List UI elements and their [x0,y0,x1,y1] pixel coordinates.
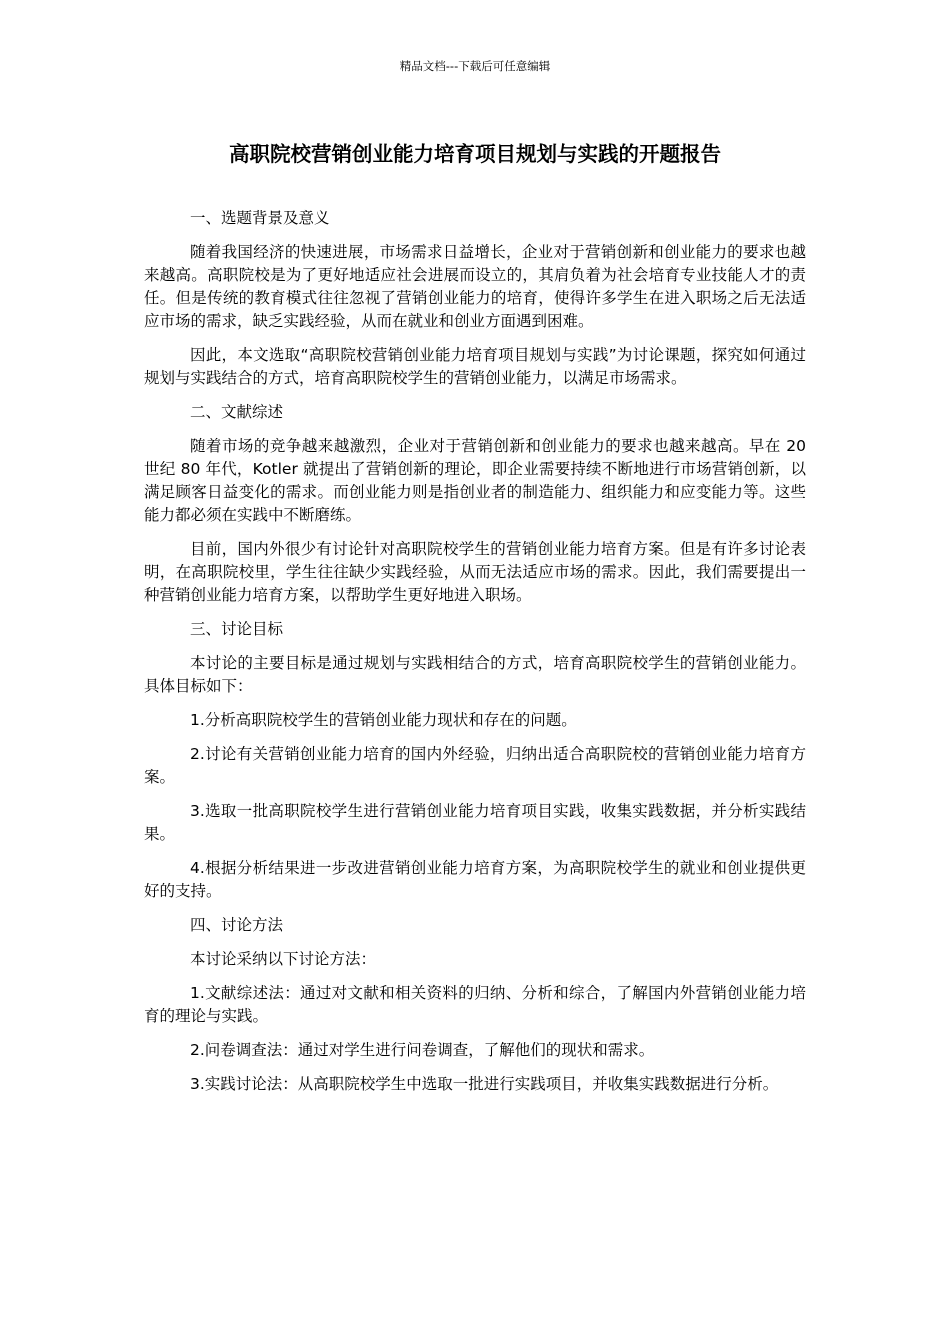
paragraph: 本讨论采纳以下讨论方法： [190,950,377,968]
paragraph: 目前，国内外很少有讨论针对高职院校学生的营销创业能力培育方案。但是有许多讨论表明，在高职院校里，学生往往缺少实践经验，从而无法适应市场的需求。因此，我们需要提出一种营销创业能力培育方案，以帮助学生更好地进入职场。 [144,540,806,604]
paragraph: 本讨论的主要目标是通过规划与实践相结合的方式，培育高职院校学生的营销创业能力。具体目标如下： [144,654,806,695]
section-heading-literature-review: 二、文献综述 [190,403,284,421]
paragraph: 随着我国经济的快速进展，市场需求日益增长，企业对于营销创新和创业能力的要求也越来越高。高职院校是为了更好地适应社会进展而设立的，其肩负着为社会培育专业技能人才的责任。但是传统的教育模式往往忽视了营销创业能力的培育，使得许多学生在进入职场之后无法适应市场的需求，缺乏实践经验，从而在就业和创业方面遇到困难。 [144,243,806,330]
list-item: 1.分析高职院校学生的营销创业能力现状和存在的问题。 [190,711,577,729]
document-body [144,207,806,1107]
list-item: 3.选取一批高职院校学生进行营销创业能力培育项目实践，收集实践数据，并分析实践结果。 [144,802,806,843]
document-title: 高职院校营销创业能力培育项目规划与实践的开题报告 [229,142,721,166]
section-heading-research-goals: 三、讨论目标 [190,620,284,638]
list-item: 1.文献综述法：通过对文献和相关资料的归纳、分析和综合，了解国内外营销创业能力培育的理论与实践。 [144,984,806,1025]
header-note: 精品文档---下载后可任意编辑 [399,59,551,73]
section-heading-research-methods: 四、讨论方法 [190,916,284,934]
list-item: 4.根据分析结果进一步改进营销创业能力培育方案，为高职院校学生的就业和创业提供更好的支持。 [144,859,806,900]
list-item: 3.实践讨论法：从高职院校学生中选取一批进行实践项目，并收集实践数据进行分析。 [190,1075,779,1093]
section-heading-background: 一、选题背景及意义 [190,209,330,227]
list-item: 2.讨论有关营销创业能力培育的国内外经验，归纳出适合高职院校的营销创业能力培育方案。 [144,745,806,786]
paragraph: 随着市场的竞争越来越激烈，企业对于营销创新和创业能力的要求也越来越高。早在 20 世纪 80 年代，Kotler 就提出了营销创新的理论，即企业需要持续不断地进行市场营销创新，以满足顾客日益变化的需求。而创业能力则是指创业者的制造能力、组织能力和应变能力等。这些能力都必须在实践中不断磨练。 [144,437,806,524]
paragraph: 因此，本文选取“高职院校营销创业能力培育项目规划与实践”为讨论课题，探究如何通过规划与实践结合的方式，培育高职院校学生的营销创业能力，以满足市场需求。 [144,346,806,387]
list-item: 2.问卷调查法：通过对学生进行问卷调查，了解他们的现状和需求。 [190,1041,655,1059]
